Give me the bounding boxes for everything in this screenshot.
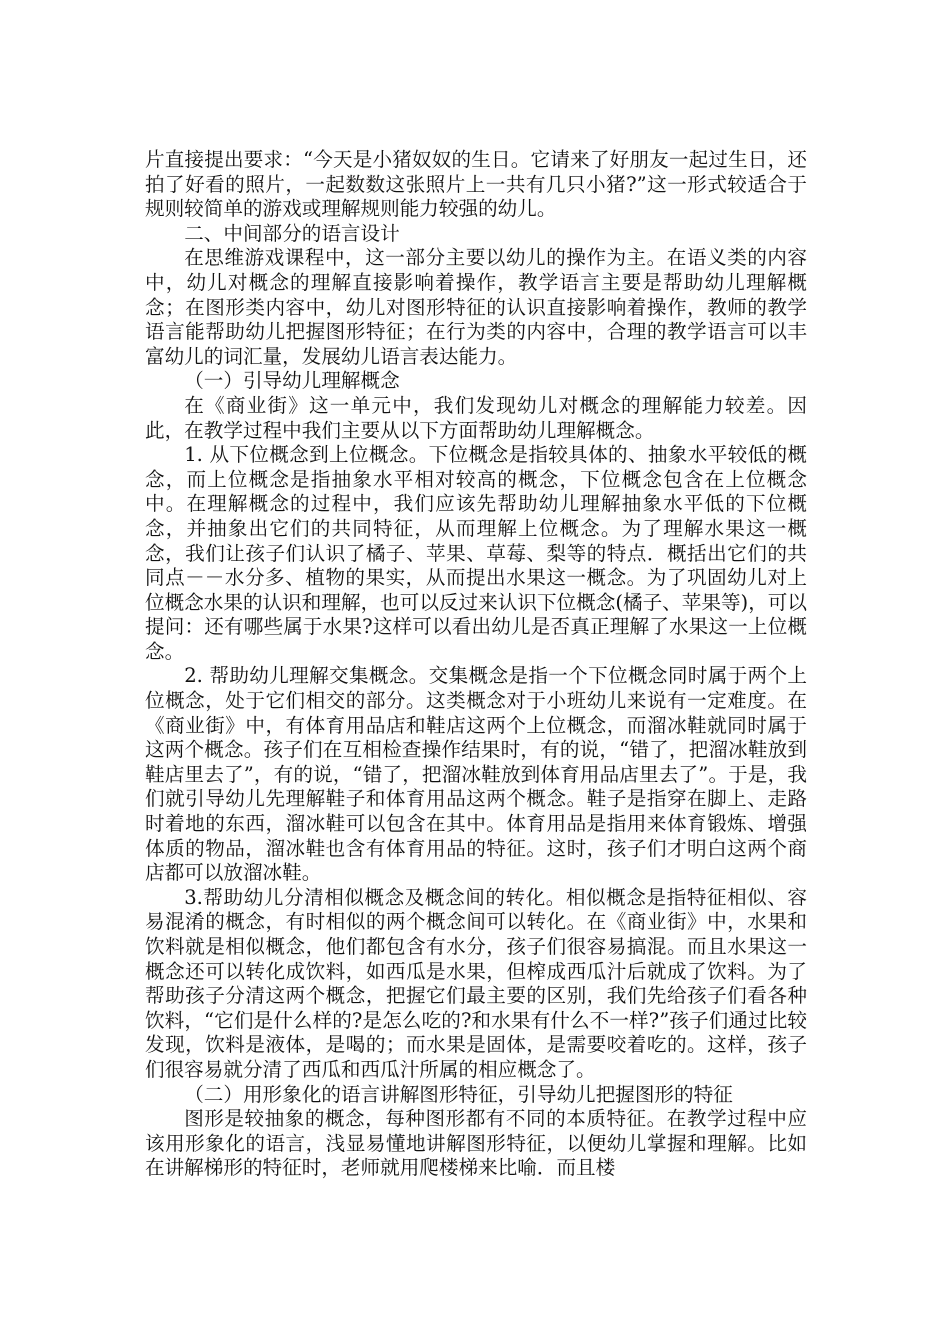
subsection-heading-shapes: （二）用形象化的语言讲解图形特征，引导幼儿把握图形的特征 <box>184 1082 733 1106</box>
document-body <box>145 148 807 1181</box>
paragraph-commercial-street: 在《商业街》这一单元中，我们发现幼儿对概念的理解能力较差。因此，在教学过程中我们主要从以下方面帮助幼儿理解概念。 <box>145 393 807 442</box>
paragraph-intro: 在思维游戏课程中，这一部分主要以幼儿的操作为主。在语义类的内容中，幼儿对概念的理解直接影响着操作，教学语言主要是帮助幼儿理解概念；在图形类内容中，幼儿对图形特征的认识直接影响着操作，教师的教学语言能帮助幼儿把握图形特征；在行为类的内容中，合理的教学语言可以丰富幼儿的词汇量，发展幼儿语言表达能力。 <box>145 246 807 368</box>
paragraph-shapes: 图形是较抽象的概念，每种图形都有不同的本质特征。在教学过程中应该用形象化的语言，浅显易懂地讲解图形特征，以便幼儿掌握和理解。比如在讲解梯形的特征时，老师就用爬楼梯来比喻．而且楼 <box>145 1107 807 1180</box>
paragraph-point-3: 3.帮助幼儿分清相似概念及概念间的转化。相似概念是指特征相似、容易混淆的概念，有时相似的两个概念间可以转化。在《商业街》中，水果和饮料就是相似概念，他们都包含有水分，孩子们很容易搞混。而且水果这一概念还可以转化成饮料，如西瓜是水果，但榨成西瓜汁后就成了饮料。为了帮助孩子分清这两个概念，把握它们最主要的区别，我们先给孩子们看各种饮料，“它们是什么样的?是怎么吃的?和水果有什么不一样?”孩子们通过比较发现，饮料是液体，是喝的；而水果是固体，是需要咬着吃的。这样，孩子们很容易就分清了西瓜和西瓜汁所属的相应概念了。 <box>145 885 807 1081</box>
section-heading-middle-part: 二、中间部分的语言设计 <box>184 221 400 245</box>
subsection-heading-concepts: （一）引导幼儿理解概念 <box>184 369 400 393</box>
paragraph-continuation: 片直接提出要求：“今天是小猪奴奴的生日。它请来了好朋友一起过生日，还拍了好看的照片，一起数数这张照片上一共有几只小猪?”这一形式较适合于规则较简单的游戏或理解规则能力较强的幼儿。 <box>145 148 807 221</box>
paragraph-point-2: 2. 帮助幼儿理解交集概念。交集概念是指一个下位概念同时属于两个上位概念，处于它们相交的部分。这类概念对于小班幼儿来说有一定难度。在《商业街》中，有体育用品店和鞋店这两个上位概念，而溜冰鞋就同时属于这两个概念。孩子们在互相检查操作结果时，有的说，“错了，把溜冰鞋放到鞋店里去了”，有的说，“错了，把溜冰鞋放到体育用品店里去了”。于是，我们就引导幼儿先理解鞋子和体育用品这两个概念。鞋子是指穿在脚上、走路时着地的东西，溜冰鞋可以包含在其中。体育用品是指用来体育锻炼、增强体质的物品，溜冰鞋也含有体育用品的特征。这时，孩子们才明白这两个商店都可以放溜冰鞋。 <box>145 664 807 885</box>
paragraph-point-1: 1. 从下位概念到上位概念。下位概念是指较具体的、抽象水平较低的概念，而上位概念是指抽象水平相对较高的概念，下位概念包含在上位概念中。在理解概念的过程中，我们应该先帮助幼儿理解抽象水平低的下位概念，并抽象出它们的共同特征，从而理解上位概念。为了理解水果这一概念，我们让孩子们认识了橘子、苹果、草莓、梨等的特点．概括出它们的共同点－－水分多、植物的果实，从而提出水果这一概念。为了巩固幼儿对上位概念水果的认识和理解，也可以反过来认识下位概念(橘子、苹果等)，可以提问：还有哪些属于水果?这样可以看出幼儿是否真正理解了水果这一上位概念。 <box>145 443 807 663</box>
